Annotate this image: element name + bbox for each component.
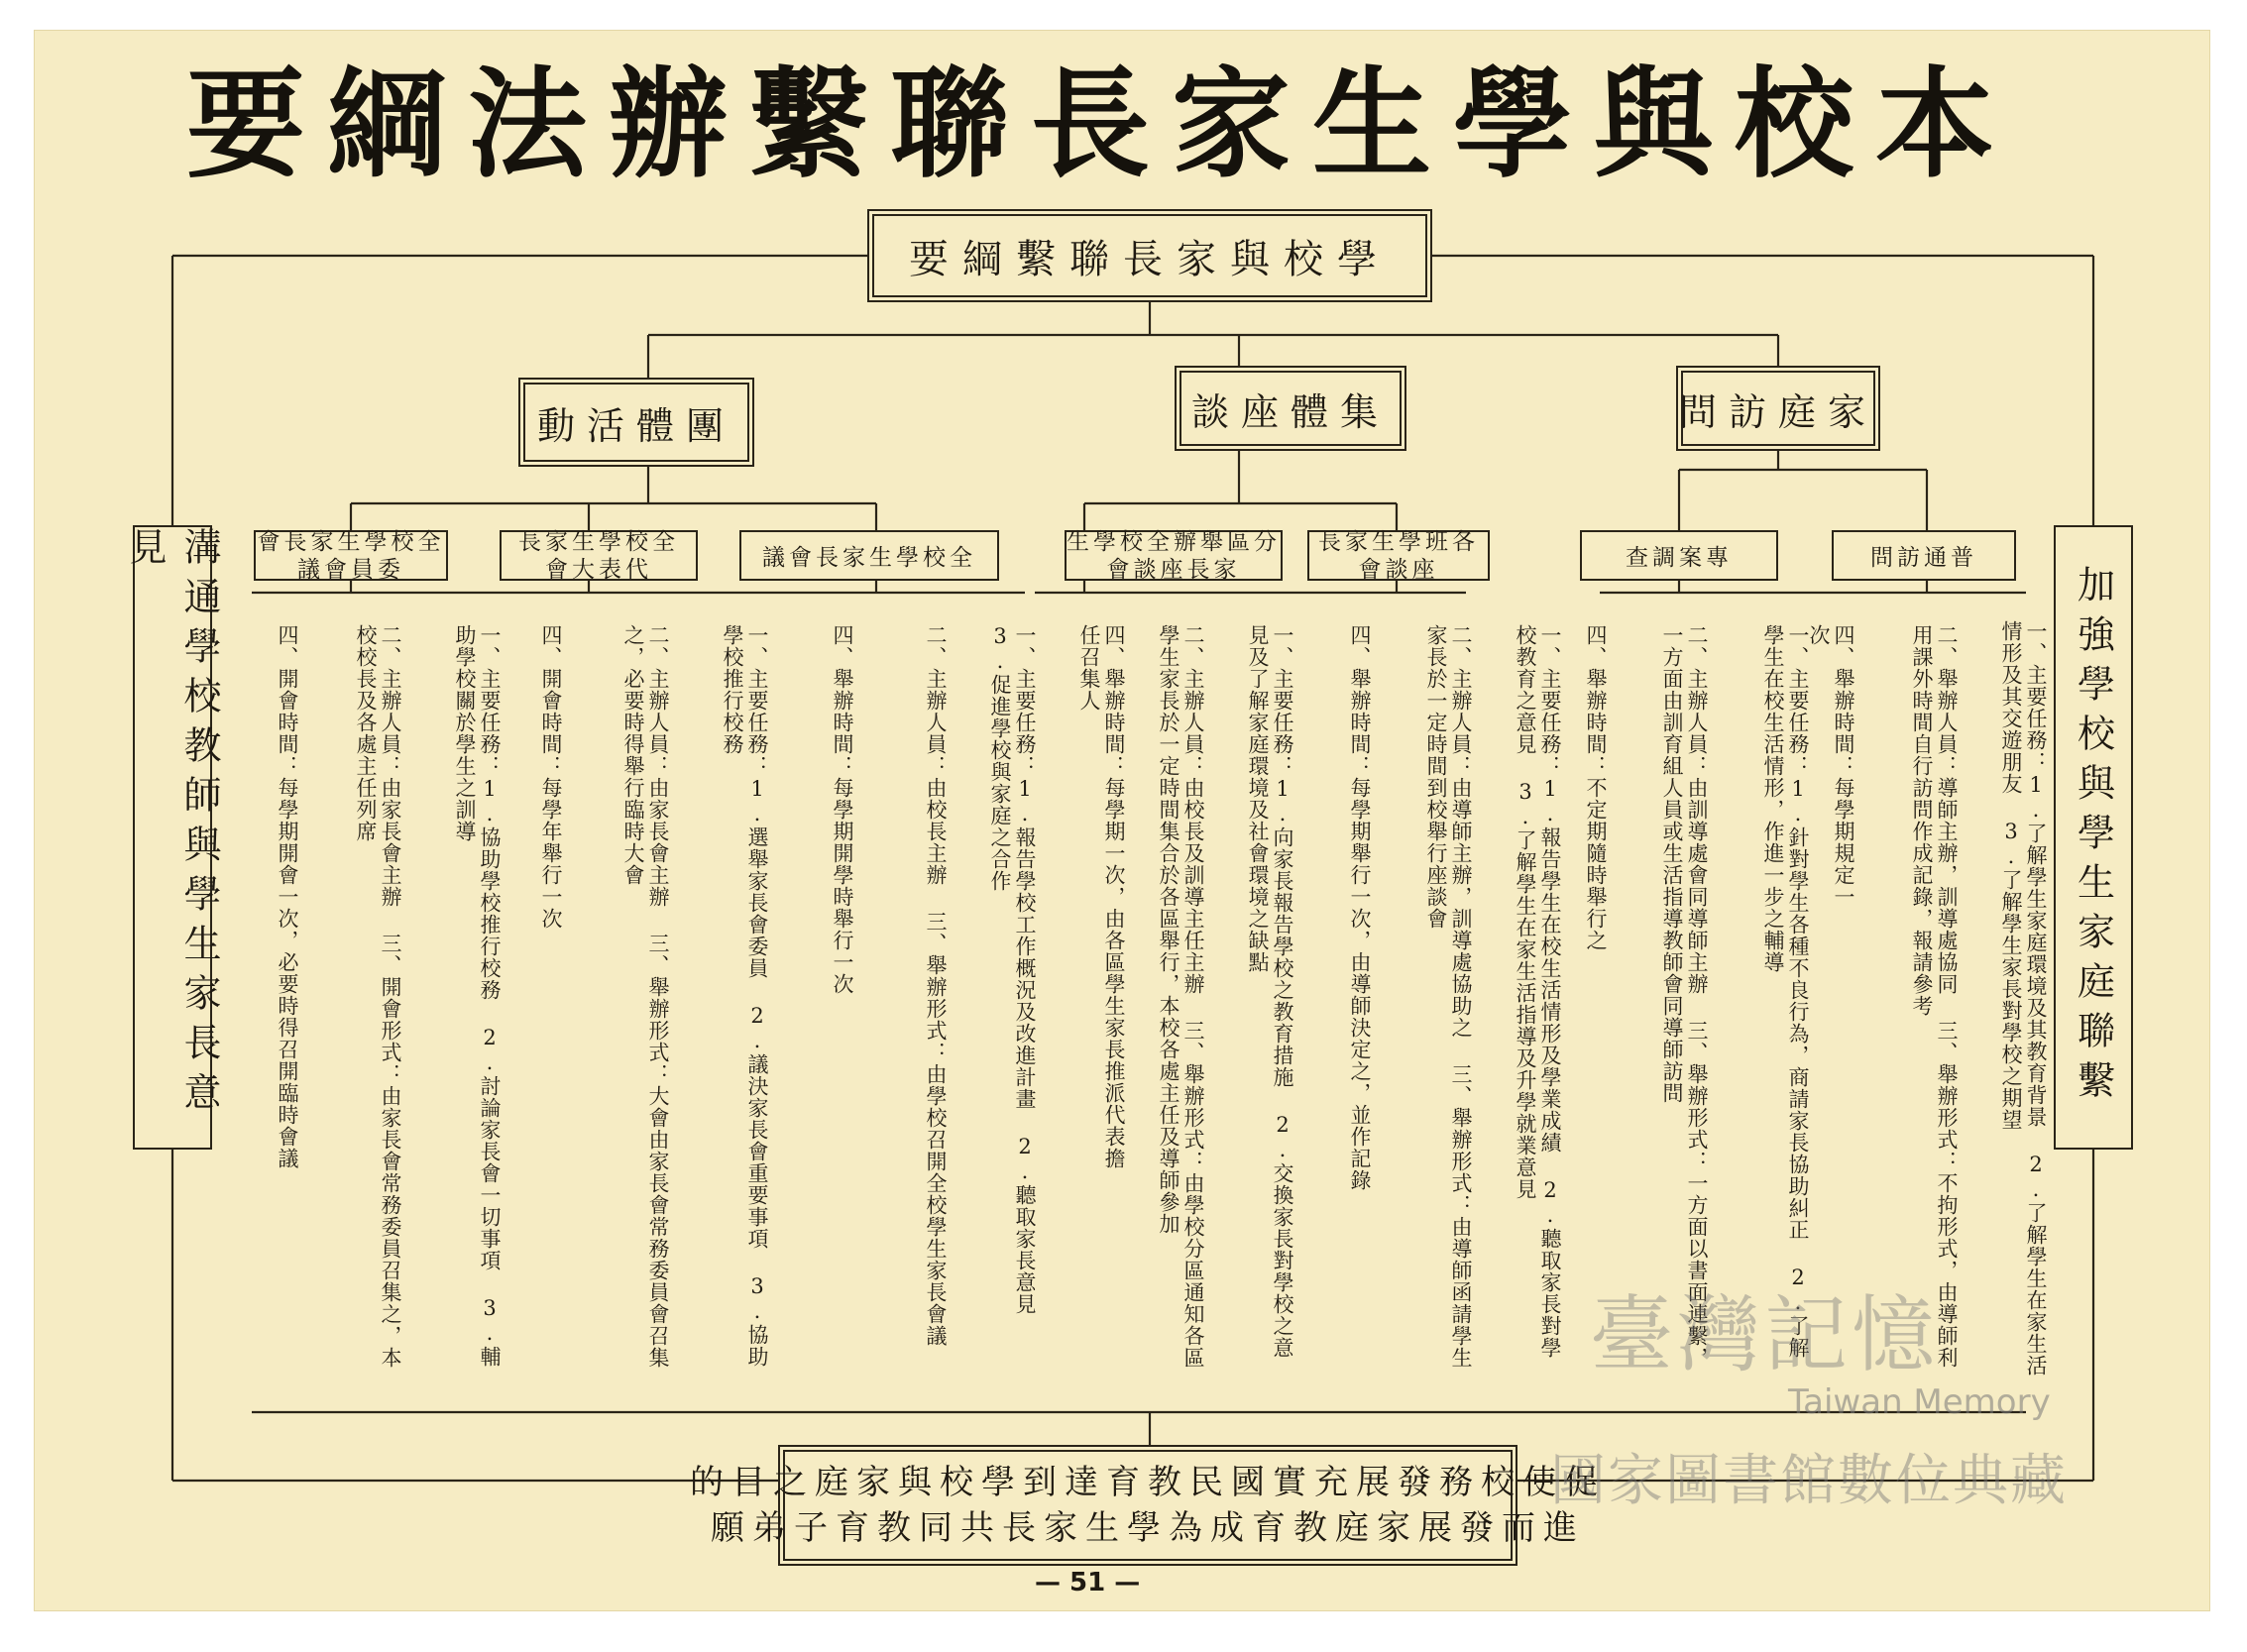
item-line: 座談會 [1358,556,1439,583]
item-parents-meeting: 全校學生家長會議 [739,530,999,581]
item-representatives-assembly [500,530,698,581]
text-column: 四、開會時間：每學期開會一次，必要時得召開臨時會議 [276,624,299,1169]
document-page [34,30,2210,1611]
watermark-chinese: 臺灣記憶 [1590,1286,1940,1383]
text-column: 一、主要任務：1.針對學生各種不良行為，商請家長協助糾正 2.了解學生在校生活情形，作進一步之輔導 [1761,624,1810,1359]
group-home-visit: 家庭訪問 [1681,371,1875,446]
text-column: 四、舉辦時間：每學期一次，由各區學生家長推派代表擔任召集人 [1077,624,1126,1169]
watermark-library: 國家圖書館數位典藏 [1550,1449,2068,1513]
text-column: 二、主辦人員：由導師主辦，訓導處協助之 三、舉辦形式：由導師函請學生家長於一定時間到校舉行座談會 [1424,624,1473,1369]
text-column: 四、開會時間：每學年舉行一次 [539,624,563,930]
item-district-symposium [1065,530,1283,581]
bottom-box [690,1450,1606,1561]
item-line: 委員會議 [297,556,404,583]
bottom-line: 進而發展家庭教育成為學生家長共同教育子弟願 [711,1508,1585,1548]
text-column: 一、主要任務：1.了解學生家庭環境及其教育背景 2.了解學生在家生活情形及其交遊朋友 3.了解學生家長對學校之期望 [1999,620,2048,1377]
text-column: 二、主辦人員：由校長及訓導主任主辦 三、舉辦形式：由學校分區通知各區學生家長於一定時間集合於各區舉行，本校各處主任及導師參加 [1157,624,1205,1369]
text-column: 一、主要任務：1.報告學校工作概況及改進計畫 2.聽取家長意見 3.促進學校與家庭之合作 [988,624,1037,1315]
text-column: 四、舉辦時間：不定期隨時舉行之 [1584,624,1608,951]
side-left-box: 溝通學校教師與學生家長意見 [133,525,212,1150]
side-right-box: 加強學校與學生家庭聯繫 [2054,525,2133,1150]
text-column: 二、舉辦人員：導師主辦，訓導處協同 三、舉辦形式：不拘形式，由導師利用課外時間自行訪問作成記錄，報請參考 [1910,624,1959,1369]
group-symposium: 集體座談 [1180,371,1402,446]
text-column: 二、主辦人員：由校長主辦 三、舉辦形式：由學校召開全校學生家長會議 [924,624,948,1347]
text-column: 二、主辦人員：由訓導處會同導師主辦 三、舉辦形式：一方面以書面連繫，一方面由訓育組人員或生活指導教師會同導師訪問 [1660,624,1709,1369]
top-box: 學校與家長聯繫綱要 [872,214,1427,297]
item-special-survey: 專案調查 [1580,530,1778,581]
item-committee-meeting [254,530,448,581]
text-column: 四、舉辦時間：每學期規定一次 [1807,624,1855,908]
item-line: 全校學生家長會 [257,528,445,555]
item-line: 各班學生家長 [1318,528,1479,555]
group-activity: 團體活動 [523,383,749,462]
text-column: 一、主要任務：1.報告學生在校生活情形及學業成績 2.聽取家長對學校教育之意見 3.了解學生在家生活指導及升學就業意見 [1514,624,1562,1359]
text-column: 二、主辦人員：由家長會主辦 三、舉辦形式：大會由家長會常務委員會召集之，必要時得舉行臨時大會 [621,624,670,1369]
item-class-symposium [1307,530,1490,581]
text-column: 四、舉辦時間：每學期開學時舉行一次 [831,624,854,995]
text-column: 一、主要任務：1.協助學校推行校務 2.討論家長會一切事項 3.輔助學校關於學生之訓導 [453,624,502,1368]
item-general-visit: 普通訪問 [1832,530,2016,581]
item-line: 全校學生家長 [518,528,679,555]
page-number: — 51 — [1035,1568,1141,1597]
item-line: 分區舉辦全校學生 [1067,528,1281,555]
item-line: 家長座談會 [1106,556,1241,583]
watermark-english: Taiwan Memory [1788,1382,2051,1422]
bottom-line: 促使校務發展充實國民教育達到學校與家庭之目的 [690,1463,1606,1502]
item-line: 代表大會 [545,556,652,583]
text-column: 二、主辦人員：由家長會主辦 三、開會形式：由家長會常務委員召集之，本校校長及各處主任列席 [354,624,402,1369]
text-column: 一、主要任務：1.選舉家長會委員 2.議決家長會重要事項 3.協助學校推行校務 [721,624,769,1368]
text-column: 一、主要任務：1.向家長報告學校之教育措施 2.交換家長對學校之意見及了解家庭環境及社會環境之缺點 [1246,624,1294,1359]
text-column: 四、舉辦時間：每學期舉行一次，由導師決定之，並作記錄 [1348,624,1372,1191]
page-title: 本校與學生家長聯繫辦法綱要 [186,56,2016,194]
